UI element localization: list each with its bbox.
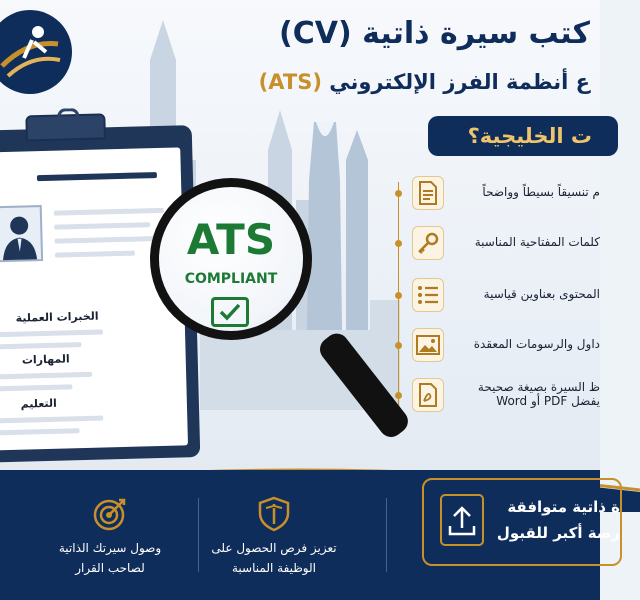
cv-section-education: التعليم xyxy=(20,396,58,411)
checkmark-icon xyxy=(211,297,249,327)
cv-section-skills: المهارات xyxy=(21,352,70,367)
key-icon xyxy=(412,226,444,260)
tip-text: المحتوى بعناوين قياسية xyxy=(483,287,600,301)
result-text xyxy=(490,494,620,546)
subtitle-text: ع أنظمة الفرز الإلكتروني xyxy=(321,70,590,94)
benefit-text: وصول سيرتك الذاتية xyxy=(58,541,162,555)
page-title: كتب سيرة ذاتية (CV) xyxy=(279,16,590,51)
cv-text-line xyxy=(0,384,72,391)
list-icon xyxy=(412,278,444,312)
cv-text-line xyxy=(55,251,135,258)
benefit-job-chances xyxy=(204,496,344,578)
divider xyxy=(198,498,199,572)
tip-item xyxy=(396,374,600,414)
cv-text-line xyxy=(0,329,103,337)
tip-subtext: يفضل PDF أو Word xyxy=(496,394,600,408)
target-icon xyxy=(92,496,128,532)
tip-text: ظ السيرة بصيغة صحيحة xyxy=(477,380,600,394)
cv-section-experience: الخبرات العملية xyxy=(15,309,99,325)
image-icon xyxy=(412,328,444,362)
magnifying-glass xyxy=(150,178,312,340)
benefit-subtext: لصاحب القرار xyxy=(75,561,145,575)
cv-text-line xyxy=(0,416,103,424)
divider xyxy=(386,498,387,572)
clipboard-clip xyxy=(25,113,106,141)
cv-text-line xyxy=(0,428,80,435)
benefit-subtext: الوظيفة المناسبة xyxy=(232,561,316,575)
tips-list xyxy=(396,168,600,428)
tip-item xyxy=(396,274,600,314)
pdf-file-icon xyxy=(412,378,444,412)
brand-logo xyxy=(0,10,72,94)
document-icon xyxy=(412,176,444,210)
tip-text: داول والرسومات المعقدة xyxy=(473,337,600,351)
cv-name-line xyxy=(37,172,157,181)
result-line1: ة ذاتية متوافقة xyxy=(507,498,620,516)
tip-text: كلمات المفتاحية المناسبة xyxy=(474,235,600,249)
upload-icon xyxy=(440,494,484,546)
region-pill: ت الخليجية؟ xyxy=(428,116,618,156)
cv-text-line xyxy=(54,208,164,216)
cv-text-line xyxy=(54,222,150,230)
timeline-dot xyxy=(395,342,402,349)
benefit-decision-maker xyxy=(40,496,180,578)
result-line2: رصة أكبر للقبول xyxy=(496,524,620,542)
cv-text-line xyxy=(0,342,81,349)
benefits-band xyxy=(0,470,620,600)
cv-text-line xyxy=(0,372,92,380)
benefit-text: تعزيز فرص الحصول على xyxy=(211,541,337,555)
timeline-dot xyxy=(395,392,402,399)
page-subtitle xyxy=(258,70,590,94)
timeline-dot xyxy=(395,190,402,197)
subtitle-highlight: (ATS) xyxy=(258,70,322,94)
compliant-label: COMPLIANT xyxy=(184,271,278,287)
tip-item xyxy=(396,172,600,212)
timeline-dot xyxy=(395,240,402,247)
tip-item xyxy=(396,324,600,364)
shield-icon xyxy=(256,496,292,532)
tip-text: م تنسيقاً بسيطاً وواضحاً xyxy=(482,185,600,199)
tip-item xyxy=(396,222,600,262)
timeline-dot xyxy=(395,292,402,299)
ats-label: ATS xyxy=(186,215,276,264)
result-box xyxy=(422,478,622,566)
cv-text-line xyxy=(55,236,159,244)
profile-photo-icon xyxy=(0,205,43,262)
